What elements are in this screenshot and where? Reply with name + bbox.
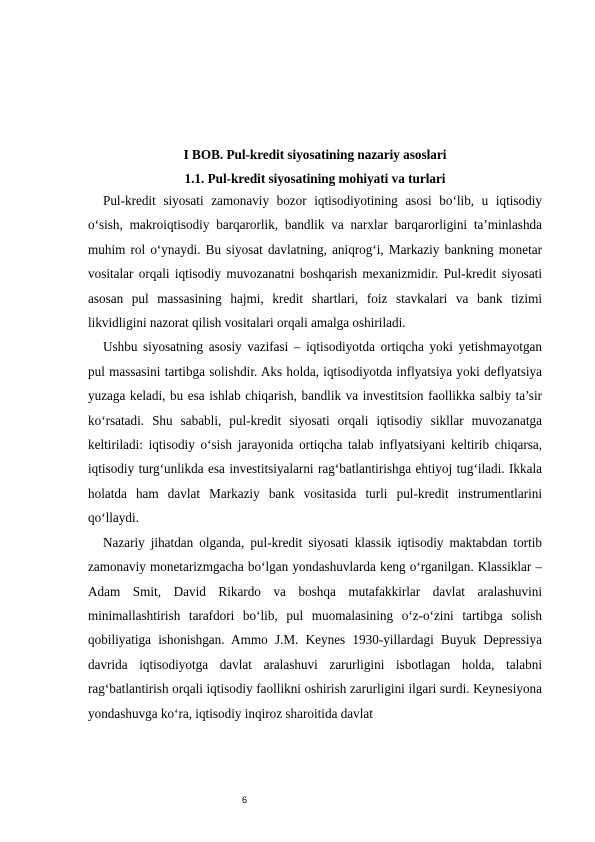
page-number: 6 [242, 795, 248, 805]
chapter-title: I BOB. Pul-kredit siyosatining nazariy asoslari [183, 147, 447, 162]
paragraph-2: Ushbu siyosatning asosiy vazifasi – iqtisodiyotda ortiqcha yoki yetishmayotgan pul massasini tartibga solishdir. Aks holda, iqtisodiyotda inflyatsiya yoki deflyatsiya yuzaga keladi, bu esa ishlab chiqarish, bandlik va investitsion faollikka salbiy ta’sir ko‘rsatadi. Shu sababli, pul-kredit siyosati orqali iqtisodiy sikllar muvozanatga keltiriladi: iqtisodiy o‘sish jarayonida ortiqcha talab inflyatsiyani keltirib chiqarsa, iqtisodiy turg‘unlikda esa investitsiyalarni rag‘batlantirishga ehtiyoj tug‘iladi. Ikkala holatda ham davlat Markaziy bank vositasida turli pul-kredit instrumentlarini qo‘llaydi. [88, 339, 542, 526]
section-title: 1.1. Pul-kredit siyosatining mohiyati va turlari [184, 171, 446, 186]
paragraph-3: Nazariy jihatdan olganda, pul-kredit siyosati klassik iqtisodiy maktabdan tortib zamonaviy monetarizmgacha bo‘lgan yondashuvlarda keng o‘rganilgan. Klassiklar – Adam Smit, David Rikardo va boshqa mutafakkirlar davlat aralashuvini minimallashtirish tarafdori bo‘lib, pul muomalasining o‘z-o‘zini tartibga solish qobiliyatiga ishonishgan. Ammo J.M. Keynes 1930-yillardagi Buyuk Depressiya davrida iqtisodiyotga davlat aralashuvi zarurligini isbotlagan holda, talabni rag‘batlantirish orqali iqtisodiy faollikni oshirish zarurligini ilgari surdi. Keynesiyona yondashuvga ko‘ra, iqtisodiy inqiroz sharoitida davlat [88, 534, 542, 721]
document-page [88, 144, 542, 726]
paragraph-1: Pul-kredit siyosati zamonaviy bozor iqtisodiyotining asosi bo‘lib, u iqtisodiy o‘sish, makroiqtisodiy barqarorlik, bandlik va narxlar barqarorligini ta’minlashda muhim rol o‘ynaydi. Bu siyosat davlatning, aniqrog‘i, Markaziy bankning monetar vositalar orqali iqtisodiy muvozanatni boshqarish mexanizmidir. Pul-kredit siyosati asosan pul massasining hajmi, kredit shartlari, foiz stavkalari va bank tizimi likvidligini nazorat qilish vositalari orqali amalga oshiriladi. [88, 193, 542, 331]
